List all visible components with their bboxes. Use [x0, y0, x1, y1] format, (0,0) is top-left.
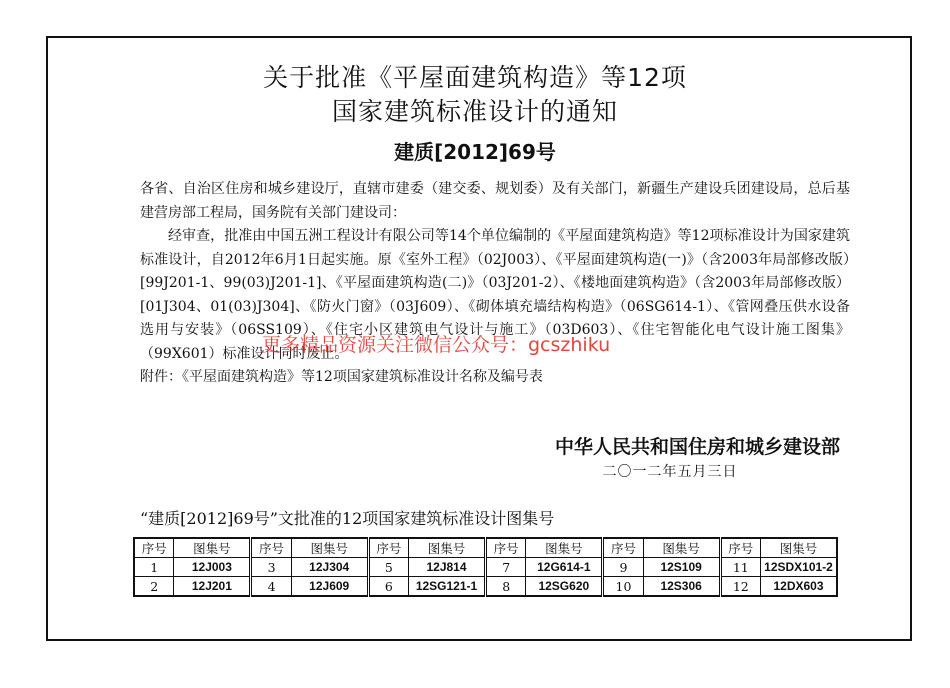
serial-cell: 7: [485, 558, 525, 577]
header-code: 图集号: [643, 538, 720, 558]
serial-cell: 4: [251, 577, 291, 597]
header-no: 序号: [720, 538, 760, 558]
header-no: 序号: [603, 538, 643, 558]
atlas-code-cell: 12G614-1: [526, 558, 603, 577]
serial-cell: 11: [720, 558, 760, 577]
header-code: 图集号: [291, 538, 368, 558]
issuing-organization: 中华人民共和国住房和城乡建设部: [554, 436, 840, 458]
document-number: 建质[2012]69号: [394, 140, 556, 164]
atlas-code-cell: 12SG121-1: [409, 577, 486, 597]
header-no: 序号: [485, 538, 525, 558]
notice-title-line1: 关于批准《平屋面建筑构造》等12项: [263, 63, 687, 92]
serial-cell: 3: [251, 558, 291, 577]
table-row: [134, 558, 837, 577]
serial-cell: 6: [368, 577, 408, 597]
header-code: 图集号: [761, 538, 837, 558]
serial-cell: 8: [485, 577, 525, 597]
atlas-code-cell: 12SG620: [526, 577, 603, 597]
atlas-code-cell: 12J304: [291, 558, 368, 577]
serial-cell: 1: [134, 558, 174, 577]
serial-cell: 5: [368, 558, 408, 577]
issue-date: 二〇一二年五月三日: [602, 464, 738, 480]
header-no: 序号: [251, 538, 291, 558]
atlas-number-table: [133, 537, 838, 597]
atlas-code-cell: 12J003: [174, 558, 251, 577]
table-row: [134, 577, 837, 597]
table-caption: “建质[2012]69号”文批准的12项国家建筑标准设计图集号: [140, 509, 555, 528]
watermark-text: 更多精品资源关注微信公众号：gcszhiku: [262, 334, 611, 356]
atlas-code-cell: 12S306: [643, 577, 720, 597]
notice-title-line2: 国家建筑标准设计的通知: [331, 97, 618, 126]
addressee-paragraph: 各省、自治区住房和城乡建设厅，直辖市建委（建交委、规划委）及有关部门，新疆生产建设兵团建设局，总后基建营房部工程局，国务院有关部门建设司：: [140, 181, 850, 221]
serial-cell: 9: [603, 558, 643, 577]
header-code: 图集号: [526, 538, 603, 558]
atlas-code-cell: 12J201: [174, 577, 251, 597]
serial-cell: 10: [603, 577, 643, 597]
header-no: 序号: [368, 538, 408, 558]
header-no: 序号: [134, 538, 174, 558]
attachment-line: 附件：《平屋面建筑构造》等12项国家建筑标准设计名称及编号表: [140, 369, 543, 385]
notice-body: [140, 178, 850, 390]
atlas-code-cell: 12SDX101-2: [761, 558, 837, 577]
header-code: 图集号: [409, 538, 486, 558]
atlas-code-cell: 12J609: [291, 577, 368, 597]
serial-cell: 2: [134, 577, 174, 597]
atlas-code-cell: 12J814: [409, 558, 486, 577]
approval-paragraph: 经审查，批准由中国五洲工程设计有限公司等14个单位编制的《平屋面建筑构造》等12项标准设计为国家建筑标准设计，自2012年6月1日起实施。原《室外工程》（02J003）、《平屋面建筑构造(一)》（含2003年局部修改版）[99J201-1、99(03)J201-1]、《平屋面建筑构造(二)》（03J201-2）、《楼地面建筑构造》（含2003年局部修改版）[01J304、01(03)J304]、《防火门窗》（03J609）、《砌体填充墙结构构造》（06SG614-1）、《管网叠压供水设备选用与安装》（06SS109）、《住宅小区建筑电气设计与施工》（03D603）、《住宅智能化电气设计施工图集》（99X601）标准设计同时废止。: [140, 228, 850, 362]
serial-cell: 12: [720, 577, 760, 597]
atlas-code-cell: 12DX603: [761, 577, 837, 597]
header-code: 图集号: [174, 538, 251, 558]
table-header-row: [134, 538, 837, 558]
atlas-code-cell: 12S109: [643, 558, 720, 577]
